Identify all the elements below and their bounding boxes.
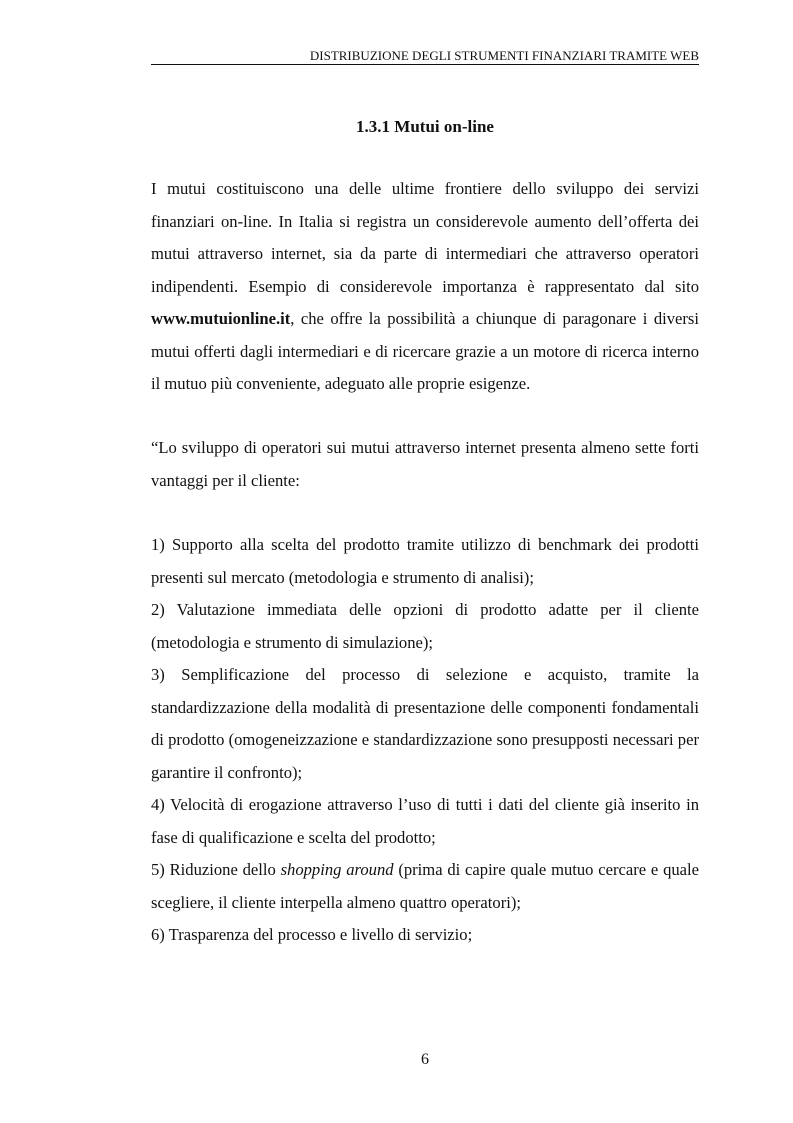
website-link[interactable]: www.mutuionline.it xyxy=(151,309,291,328)
list-item-5-emphasis: shopping around xyxy=(280,860,394,879)
paragraph-quote xyxy=(151,432,699,497)
list-item: 6) Trasparenza del processo e livello di servizio; xyxy=(151,925,473,944)
paragraph-intro-after-url: , che offre la possibilità a chiunque di paragonare i diversi mutui offerti dagli intermediari e di ricercare grazie a un motore di ricerca interno il mutuo più conveniente, adeguato alle proprie esigenze. xyxy=(151,309,699,393)
header-rule xyxy=(151,64,699,65)
running-header: DISTRIBUZIONE DEGLI STRUMENTI FINANZIARI TRAMITE WEB xyxy=(309,48,699,63)
paragraph-intro xyxy=(151,173,699,401)
list-item xyxy=(151,854,699,919)
paragraph-intro-before-url: I mutui costituiscono una delle ultime frontiere dello sviluppo dei servizi finanziari on-line. In Italia si registra un considerevole aumento dell’offerta dei mutui attraverso internet, sia da parte di intermediari che attraverso operatori indipendenti. Esempio di considerevole importanza è rappresentato dal sito xyxy=(151,179,699,296)
paragraph-intro-text xyxy=(151,173,699,401)
page-number: 6 xyxy=(421,1051,429,1068)
list-item-5-before: 5) Riduzione dello xyxy=(151,860,281,879)
list-item-5-after: (prima di capire quale mutuo cercare e quale scegliere, il cliente interpella almeno quattro operatori); xyxy=(151,860,700,912)
advantages-list xyxy=(151,529,699,952)
list-item: 1) Supporto alla scelta del prodotto tramite utilizzo di benchmark dei prodotti presenti sul mercato (metodologia e strumento di analisi); xyxy=(151,535,699,587)
list-item: 4) Velocità di erogazione attraverso l’uso di tutti i dati del cliente già inserito in fase di qualificazione e scelta del prodotto; xyxy=(151,795,699,847)
section-title: 1.3.1 Mutui on-line xyxy=(356,117,494,136)
paragraph-quote-text: “Lo sviluppo di operatori sui mutui attraverso internet presenta almeno sette forti vantaggi per il cliente: xyxy=(151,438,699,490)
list-item: 3) Semplificazione del processo di selezione e acquisto, tramite la standardizzazione della modalità di presentazione delle componenti fondamentali di prodotto (omogeneizzazione e standardizzazione sono presupposti necessari per garantire il confronto); xyxy=(151,665,699,782)
list-item: 2) Valutazione immediata delle opzioni di prodotto adatte per il cliente (metodologia e strumento di simulazione); xyxy=(151,600,699,652)
